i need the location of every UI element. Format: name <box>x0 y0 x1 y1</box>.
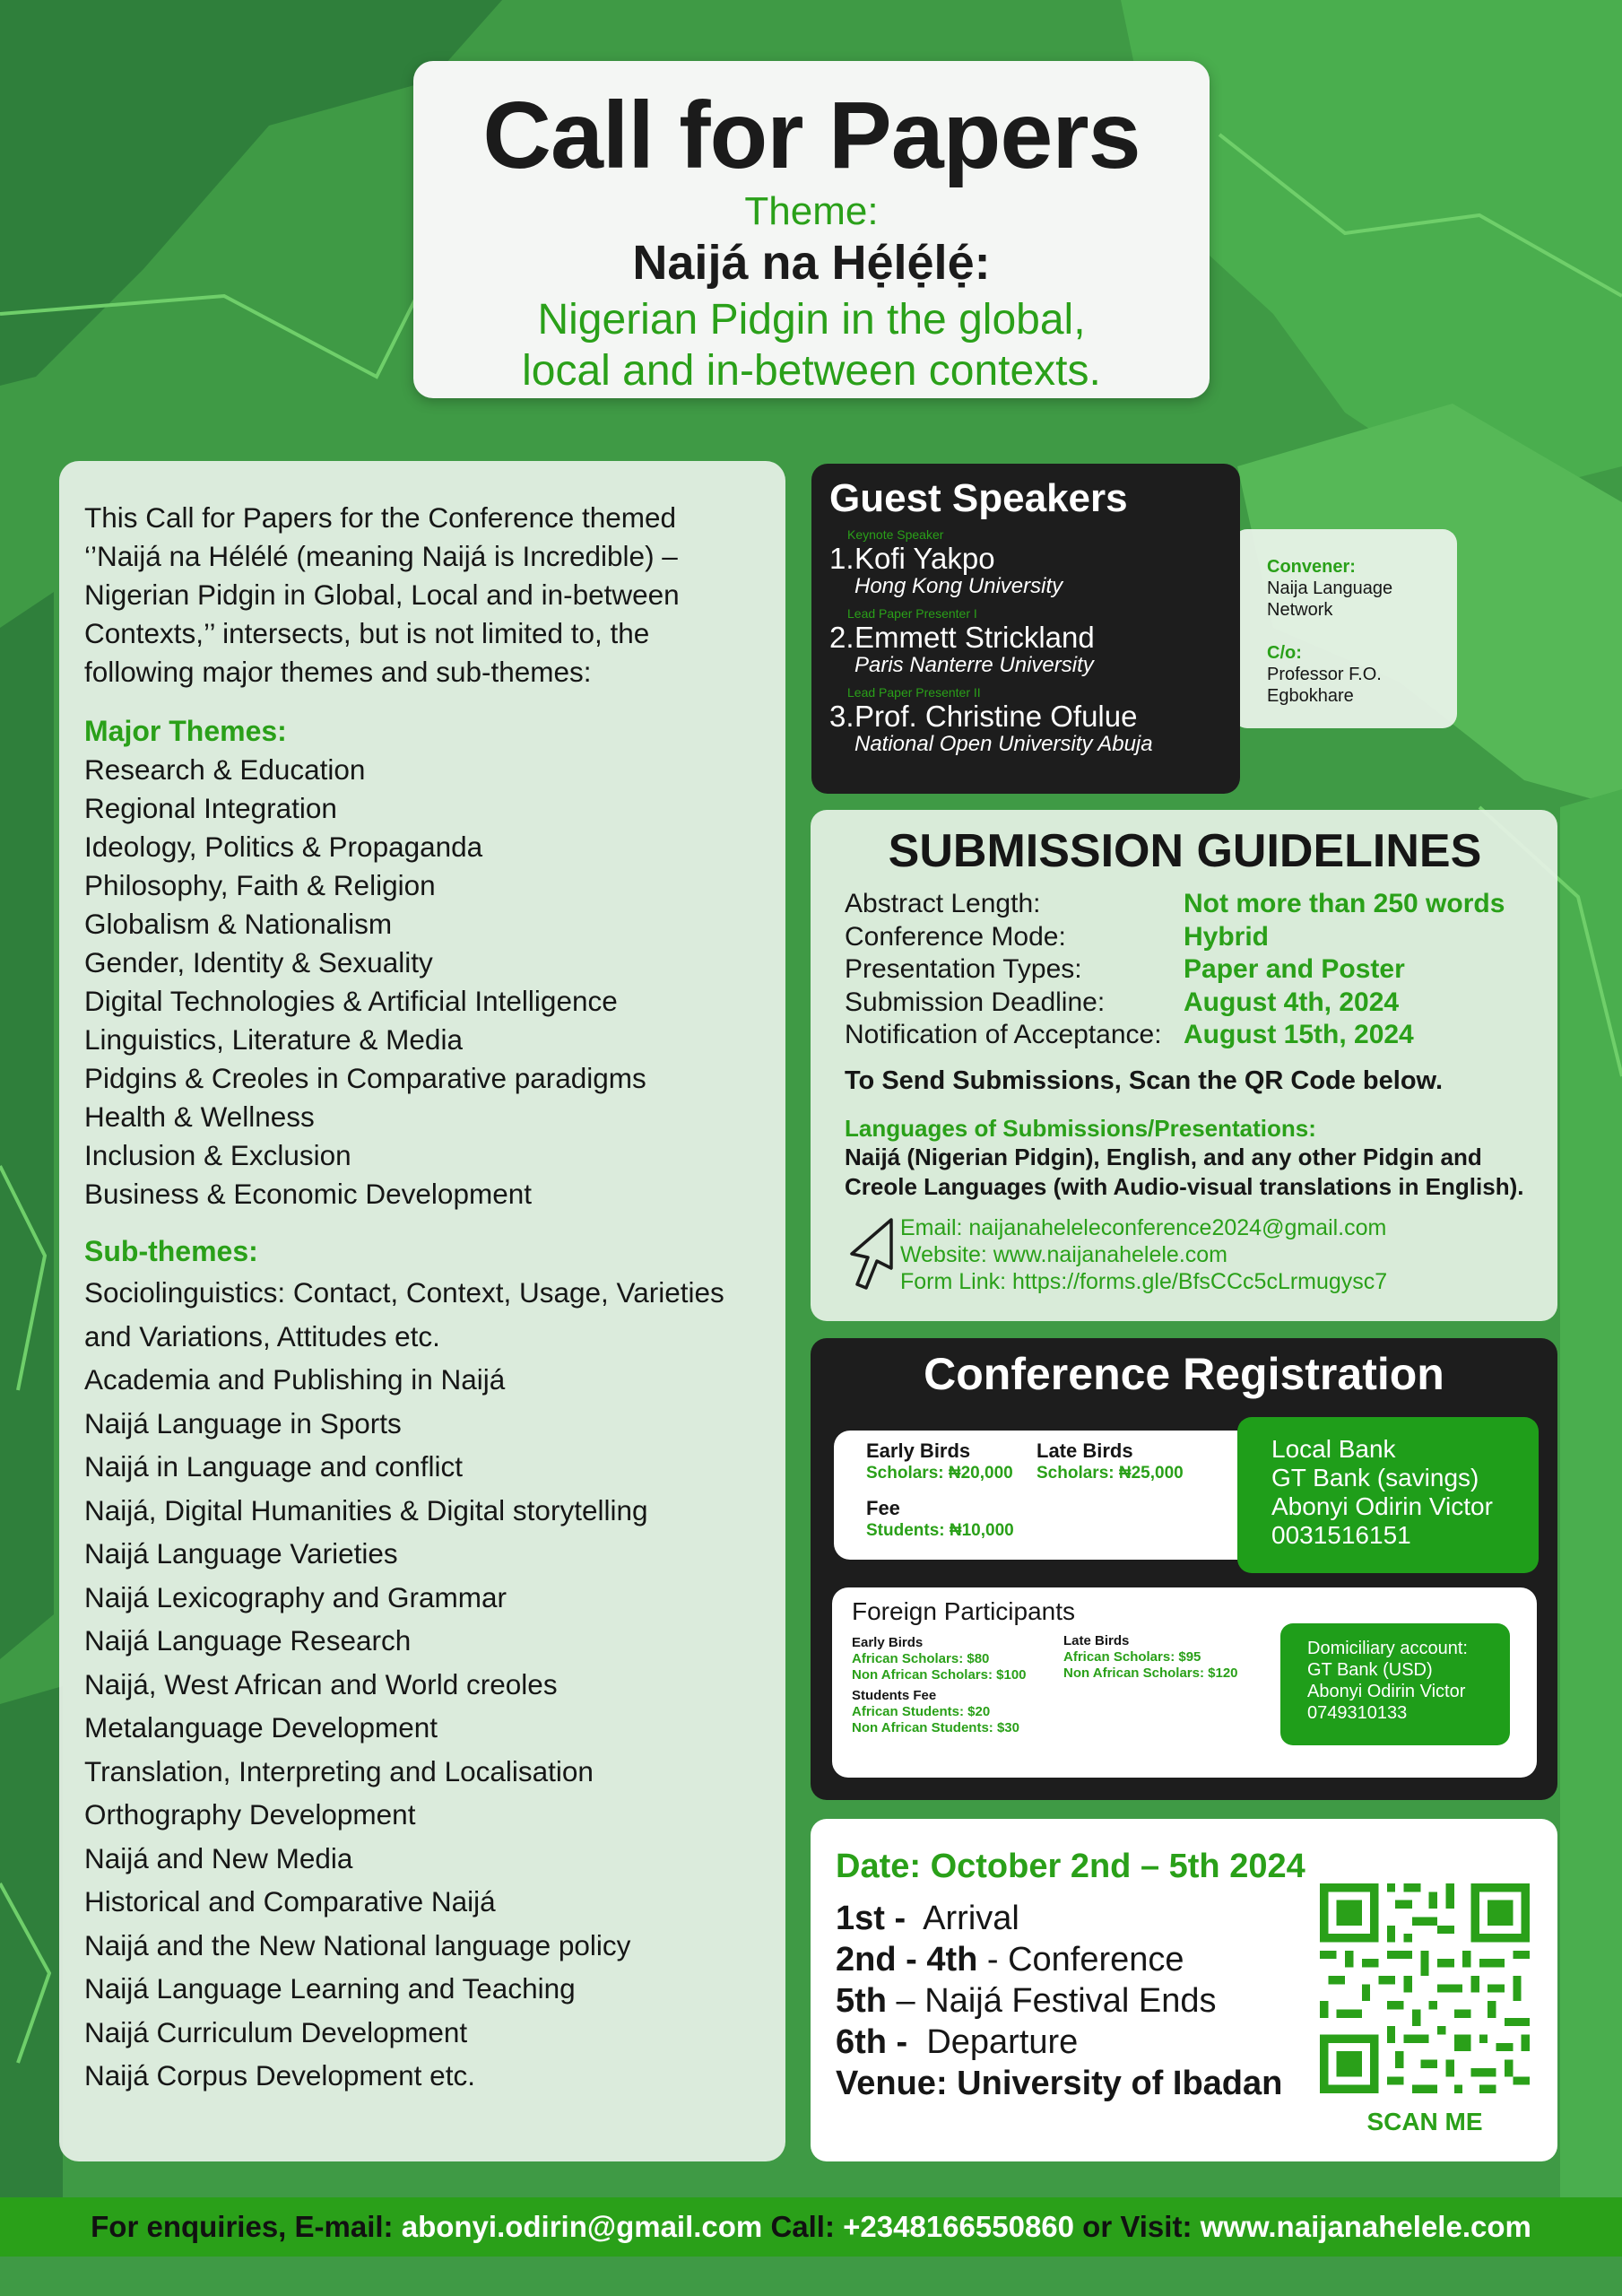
languages-line-1: Naijá (Nigerian Pidgin), English, and any other Pidgin and <box>845 1143 1482 1170</box>
foreign-late-title: Late Birds <box>1063 1633 1130 1648</box>
co-label: C/o: <box>1267 643 1302 663</box>
schedule-text: Arrival <box>906 1900 1019 1937</box>
domiciliary-account-box <box>1280 1623 1510 1745</box>
fee-title: Fee <box>866 1497 900 1519</box>
themes-panel <box>59 461 785 2161</box>
fee-value: Students: ₦10,000 <box>866 1521 1014 1540</box>
list-item: Naijá Language in Sports <box>84 1406 402 1439</box>
speaker-role: Lead Paper Presenter II <box>847 684 981 700</box>
guideline-row <box>845 921 1525 954</box>
theme-subtitle-1: Nigerian Pidgin in the global, <box>537 295 1086 344</box>
schedule-text: - Conference <box>977 1941 1184 1979</box>
header-card <box>413 61 1210 398</box>
guideline-key: Conference Mode: <box>845 921 1066 952</box>
list-item: Linguistics, Literature & Media <box>84 1023 463 1056</box>
foreign-students-title: Students Fee <box>852 1688 937 1703</box>
foreign-early-1: African Scholars: $80 <box>852 1651 990 1666</box>
major-themes-title: Major Themes: <box>84 715 287 747</box>
schedule-day: 1st - <box>836 1900 906 1937</box>
speaker-institution: Hong Kong University <box>854 573 1063 598</box>
guideline-value: Not more than 250 words <box>1184 889 1505 919</box>
speaker-name: Prof. Christine Ofulue <box>854 699 1138 733</box>
speaker-number: 3. <box>829 699 854 733</box>
footer-phone-link[interactable]: +2348166550860 <box>843 2210 1075 2243</box>
speaker-name: Kofi Yakpo <box>854 541 995 575</box>
speaker-role: Keynote Speaker <box>847 526 944 542</box>
guideline-key: Abstract Length: <box>845 889 1041 919</box>
list-item: Naijá, Digital Humanities & Digital storytelling <box>84 1493 648 1526</box>
guideline-key: Submission Deadline: <box>845 987 1106 1017</box>
languages-title: Languages of Submissions/Presentations: <box>845 1114 1316 1142</box>
date-venue-card <box>811 1819 1557 2161</box>
speaker-item <box>829 526 1227 598</box>
convener-card <box>1233 529 1457 728</box>
list-item: Globalism & Nationalism <box>84 908 393 940</box>
foreign-early-2: Non African Scholars: $100 <box>852 1667 1027 1683</box>
dom-line: 0749310133 <box>1307 1703 1408 1723</box>
footer-text: Call: <box>762 2210 844 2243</box>
guideline-value: Paper and Poster <box>1184 954 1405 985</box>
list-item: Research & Education <box>84 753 366 786</box>
guest-speakers-title: Guest Speakers <box>829 476 1128 520</box>
speaker-institution: Paris Nanterre University <box>854 652 1094 677</box>
list-item: Digital Technologies & Artificial Intelligence <box>84 985 618 1017</box>
theme-title: Naijá na Hẹ́lẹ́lẹ́: <box>632 236 991 291</box>
early-birds-title: Early Birds <box>866 1439 971 1462</box>
list-item: Naijá, West African and World creoles <box>84 1667 558 1700</box>
speaker-name: Emmett Strickland <box>854 620 1095 654</box>
speaker-number: 1. <box>829 541 854 575</box>
sub-themes-list <box>84 1271 760 2098</box>
intro-text: This Call for Papers for the Conference themed ‘’Naijá na Hélélé (meaning Naijá is Incredible) – Nigerian Pidgin in Global, Local and in-between Contexts,’’ intersects, but is not limited to, the following major themes and sub-themes: <box>84 501 680 688</box>
foreign-fees-box <box>832 1587 1537 1778</box>
list-item: and Variations, Attitudes etc. <box>84 1319 440 1352</box>
guideline-row <box>845 953 1525 987</box>
late-birds-value: Scholars: ₦25,000 <box>1037 1464 1184 1483</box>
guideline-value: Hybrid <box>1184 921 1270 952</box>
schedule-day: 5th <box>836 1982 887 2020</box>
qr-code-icon[interactable] <box>1320 1883 1530 2093</box>
bank-line: Local Bank <box>1271 1435 1396 1463</box>
dom-line: Domiciliary account: <box>1307 1639 1468 1658</box>
bank-line: GT Bank (savings) <box>1271 1464 1479 1492</box>
foreign-title: Foreign Participants <box>852 1597 1076 1625</box>
contact-block <box>845 1214 1525 1295</box>
footer-text: or Visit: <box>1074 2210 1201 2243</box>
contact-form-link[interactable]: Form Link: https://forms.gle/BfsCCc5cLrmugysc7 <box>900 1268 1388 1294</box>
list-item: Academia and Publishing in Naijá <box>84 1363 506 1396</box>
guideline-row <box>845 1019 1525 1052</box>
guideline-row <box>845 987 1525 1020</box>
guest-speakers-card <box>811 464 1240 794</box>
list-item: Historical and Comparative Naijá <box>84 1885 496 1918</box>
bank-line: Abonyi Odirin Victor <box>1271 1492 1493 1520</box>
registration-title: Conference Registration <box>924 1349 1444 1399</box>
convener-label: Convener: <box>1267 557 1356 577</box>
list-item: Pidgins & Creoles in Comparative paradigms <box>84 1062 646 1094</box>
list-item: Ideology, Politics & Propaganda <box>84 831 483 863</box>
foreign-students-2: Non African Students: $30 <box>852 1720 1019 1735</box>
list-item: Gender, Identity & Sexuality <box>84 946 433 978</box>
major-themes-list <box>84 751 760 1213</box>
foreign-late-2: Non African Scholars: $120 <box>1063 1665 1238 1681</box>
submission-guidelines-card <box>811 810 1557 1321</box>
early-birds-value: Scholars: ₦20,000 <box>866 1464 1013 1483</box>
list-item: Regional Integration <box>84 792 337 824</box>
dom-line: Abonyi Odirin Victor <box>1307 1682 1466 1701</box>
guideline-row <box>845 888 1525 921</box>
sub-themes-title: Sub-themes: <box>84 1235 258 1267</box>
foreign-late-1: African Scholars: $95 <box>1063 1649 1201 1665</box>
theme-subtitle-2: local and in-between contexts. <box>522 347 1101 396</box>
speaker-role: Lead Paper Presenter I <box>847 605 977 621</box>
list-item: Naijá Lexicography and Grammar <box>84 1580 507 1613</box>
list-item: Naijá Language Research <box>84 1624 412 1657</box>
guideline-value: August 15th, 2024 <box>1184 1020 1414 1050</box>
local-fees-box <box>834 1431 1255 1560</box>
dom-line: GT Bank (USD) <box>1307 1660 1433 1680</box>
schedule-day: 6th - <box>836 2023 908 2061</box>
guidelines-title: SUBMISSION GUIDELINES <box>888 825 1482 877</box>
list-item: Translation, Interpreting and Localisation <box>84 1754 594 1787</box>
cursor-icon <box>845 1214 900 1292</box>
convener-line-2: Network <box>1267 600 1333 620</box>
list-item: Business & Economic Development <box>84 1178 532 1210</box>
list-item: Inclusion & Exclusion <box>84 1139 351 1171</box>
list-item: Naijá Corpus Development etc. <box>84 2059 475 2092</box>
theme-label: Theme: <box>744 189 879 234</box>
contact-email-link[interactable]: Email: naijanaheleleconference2024@gmail.com <box>900 1214 1387 1240</box>
co-line-2: Egbokhare <box>1267 686 1354 706</box>
list-item: Naijá and the New National language policy <box>84 1928 631 1961</box>
list-item: Health & Wellness <box>84 1100 315 1133</box>
list-item: Naijá Curriculum Development <box>84 2015 468 2048</box>
list-item: Orthography Development <box>84 1798 416 1831</box>
list-item: Naijá and New Media <box>84 1841 353 1874</box>
send-instruction: To Send Submissions, Scan the QR Code below. <box>845 1065 1444 1095</box>
footer-email-link[interactable]: abonyi.odirin@gmail.com <box>401 2210 763 2243</box>
guideline-key: Notification of Acceptance: <box>845 1020 1162 1050</box>
list-item: Naijá Language Varieties <box>84 1537 398 1570</box>
foreign-early-title: Early Birds <box>852 1635 924 1650</box>
late-birds-title: Late Birds <box>1037 1439 1133 1462</box>
speaker-institution: National Open University Abuja <box>854 731 1153 756</box>
co-line-1: Professor F.O. <box>1267 665 1382 684</box>
convener-line-1: Naija Language <box>1267 578 1393 598</box>
bank-line: 0031516151 <box>1271 1521 1411 1549</box>
contact-website-link[interactable]: Website: www.naijanahelele.com <box>900 1241 1228 1267</box>
scan-me-label: SCAN ME <box>1366 2108 1483 2135</box>
list-item: Philosophy, Faith & Religion <box>84 869 436 901</box>
guideline-value: August 4th, 2024 <box>1184 987 1400 1017</box>
speaker-item <box>829 605 1227 677</box>
footer-website-link[interactable]: www.naijanahelele.com <box>1200 2210 1531 2243</box>
speaker-number: 2. <box>829 620 854 654</box>
conference-date: Date: October 2nd – 5th 2024 <box>836 1848 1305 1885</box>
venue-label: Venue <box>836 2065 936 2102</box>
venue-value: : University of Ibadan <box>935 2065 1283 2102</box>
speaker-item <box>829 684 1227 756</box>
schedule-text: Departure <box>907 2023 1079 2061</box>
footer-bar <box>0 2197 1622 2257</box>
list-item: Sociolinguistics: Contact, Context, Usage, Varieties <box>84 1276 724 1309</box>
guideline-key: Presentation Types: <box>845 954 1082 985</box>
foreign-students-1: African Students: $20 <box>852 1704 991 1719</box>
list-item: Naijá in Language and conflict <box>84 1450 464 1483</box>
schedule-text: – Naijá Festival Ends <box>887 1982 1217 2020</box>
local-bank-box <box>1237 1417 1539 1573</box>
footer-text: For enquiries, E-mail: <box>91 2210 402 2243</box>
list-item: Naijá Language Learning and Teaching <box>84 1972 576 2005</box>
languages-line-2: Creole Languages (with Audio-visual translations in English). <box>845 1172 1524 1200</box>
schedule-day: 2nd - 4th <box>836 1941 978 1979</box>
list-item: Metalanguage Development <box>84 1711 438 1744</box>
page-title: Call for Papers <box>482 83 1141 188</box>
registration-card <box>811 1338 1557 1800</box>
